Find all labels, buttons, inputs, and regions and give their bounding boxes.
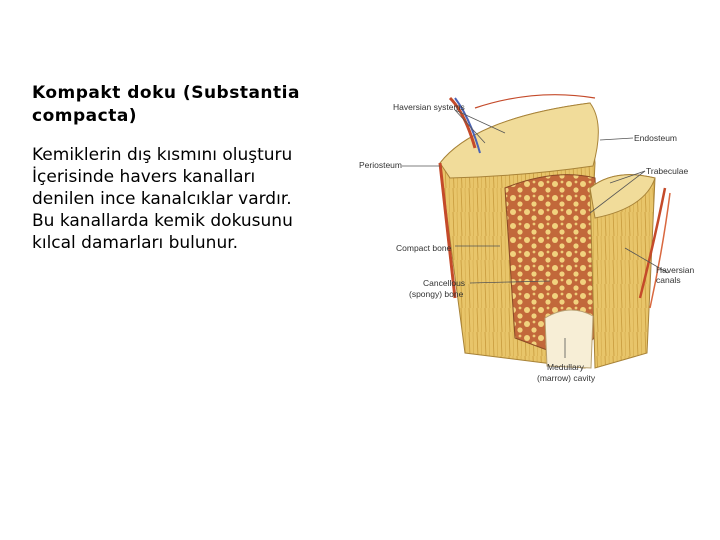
bone-structure-illustration (355, 68, 705, 388)
body-line: Kemiklerin dış kısmını oluşturu (32, 145, 293, 165)
body-line: Bu kanallarda kemik dokusunu (32, 211, 293, 231)
label-haversian-canals-line2: canals (656, 275, 681, 285)
body-line: kılcal damarları bulunur. (32, 233, 239, 253)
body-line: İçerisinde havers kanalları (32, 167, 256, 187)
label-periosteum: Periosteum (359, 160, 402, 170)
label-trabeculae: Trabeculae (646, 166, 689, 176)
label-medullary-line1: Medullary (547, 362, 584, 372)
label-endosteum: Endosteum (634, 133, 677, 143)
label-haversian-systems: Haversian systems (393, 102, 465, 112)
label-cancellous-line1: Cancellous (423, 278, 466, 288)
slide-body-text (32, 144, 352, 254)
label-cancellous-line2: (spongy) bone (409, 289, 464, 299)
label-medullary-line2: (marrow) cavity (537, 373, 596, 383)
label-compact-bone: Compact bone (396, 243, 452, 253)
label-haversian-canals-line1: Haversian (656, 265, 695, 275)
slide-title: Kompakt doku (Substantia compacta) (32, 83, 300, 126)
body-line: denilen ince kanalcıklar vardır. (32, 189, 292, 209)
